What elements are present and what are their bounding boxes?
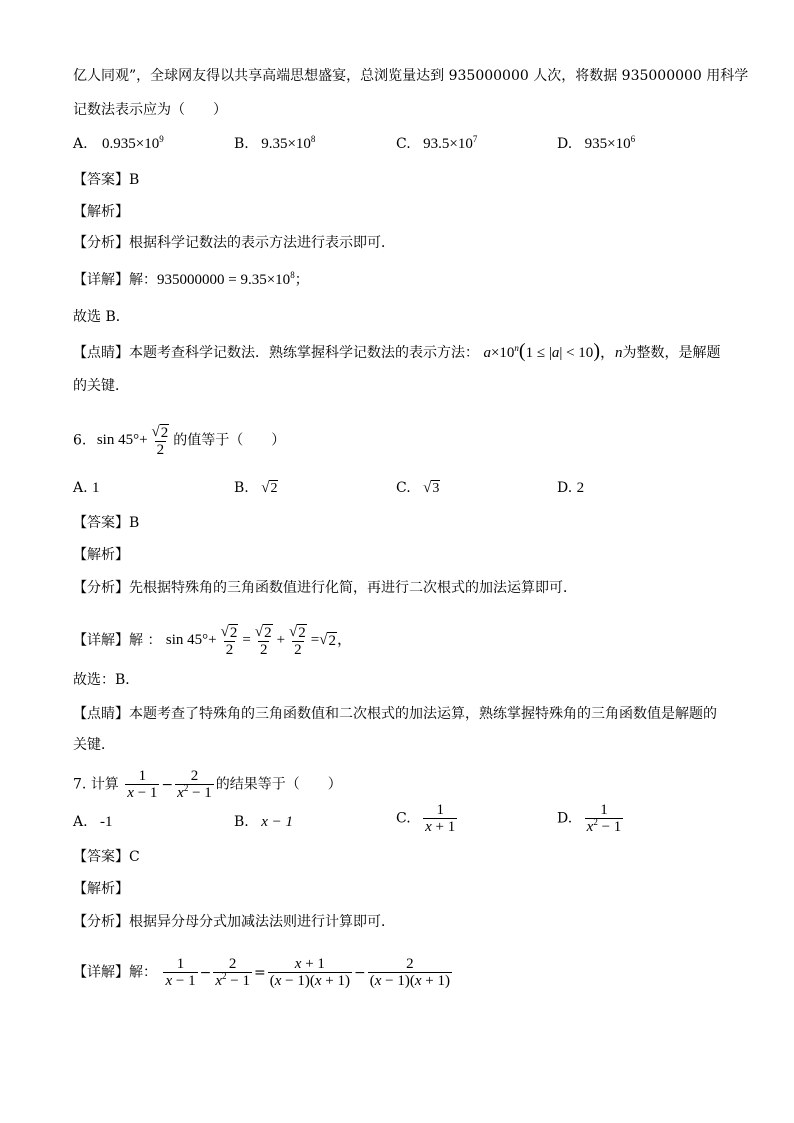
q6-dianjing	[73, 704, 717, 724]
q5-stem-line1: 亿人同观”，全球网友得以共享高端思想盛宴，总浏览量达到 935000000 人次，将数据 935000000 用科学	[73, 68, 749, 84]
option-value: -1	[100, 814, 113, 830]
xiangjie-formula: $935000000 = 9.35\times 10^8$	[157, 270, 295, 288]
option-letter: B.	[234, 480, 249, 496]
q6-option-b	[234, 478, 278, 498]
q6-analysis-tag: 【解析】	[73, 547, 129, 563]
fenxi-text: 根据异分母分式加减法法则进行计算即可．	[129, 914, 395, 930]
fenxi-text: 根据科学记数法的表示方法进行表示即可．	[129, 235, 395, 251]
q6-fenxi	[73, 578, 577, 598]
q5-dianjing-line2: 的关键．	[73, 378, 129, 394]
q7-fenxi	[73, 912, 395, 932]
q6-answer	[73, 513, 139, 533]
xiangjie-tag: 【详解】	[73, 272, 129, 288]
dianjing-text: 本题考查了特殊角的三角函数值和二次根式的加法运算，熟练掌握特殊角的三角函数值是解题的	[129, 706, 717, 722]
q6-option-d	[557, 478, 584, 498]
q6-stem-tail: 的值等于（ ）	[173, 432, 286, 449]
q5-option-d	[557, 134, 635, 154]
q6-xiangjie	[73, 624, 352, 658]
answer-tag: 【答案】	[73, 849, 129, 865]
option-value: x − 1	[261, 814, 293, 830]
dianjing-tag: 【点睛】	[73, 706, 129, 722]
xiangjie-end: ；	[294, 272, 309, 288]
q7-stem-head: 计算	[90, 776, 119, 793]
dianjing-text-2: 为整数，是解题	[622, 345, 721, 361]
q7-answer	[73, 847, 140, 867]
answer-value: B	[129, 515, 140, 531]
option-letter: B.	[234, 136, 249, 152]
option-value: $\frac{1}{x + 1}$	[425, 802, 456, 835]
q7-option-b	[234, 812, 293, 832]
fenxi-text: 先根据特殊角的三角函数值进行化简，再进行二次根式的加法运算即可．	[129, 580, 577, 596]
option-value: $0.935\times 10^9$	[102, 134, 164, 152]
q7-expression: $\frac{1}{x - 1}$ − $\frac{2}{x^2 - 1}$	[127, 768, 212, 801]
option-letter: A.	[73, 814, 88, 830]
q6-xiangjie-formula: sin 45°+ √ 2 2 = √ 2 2 + √ 2 2 = √ 2 ，	[165, 624, 352, 658]
option-value: 1	[92, 480, 100, 496]
option-value: $935\times 10^6$	[584, 134, 636, 152]
answer-value: C	[129, 849, 140, 865]
option-value: $\frac{1}{x^2 - 1}$	[586, 802, 622, 835]
q7-option-c	[396, 802, 459, 835]
option-letter: B.	[234, 814, 249, 830]
xiangjie-tag: 【详解】	[73, 632, 129, 649]
option-value: √ 3	[423, 480, 440, 496]
q6-stem	[73, 424, 285, 458]
option-value: 2	[576, 480, 585, 496]
q5-analysis-tag: 【解析】	[73, 204, 129, 220]
answer-tag: 【答案】	[73, 515, 129, 531]
q7-stem	[73, 768, 342, 801]
option-value: $93.5\times 10^7$	[423, 134, 478, 152]
option-letter: A.	[73, 136, 88, 152]
q7-xiangjie	[73, 956, 454, 989]
q5-answer	[73, 170, 139, 190]
answer-value: B	[129, 172, 140, 188]
q7-analysis-tag: 【解析】	[73, 881, 129, 897]
option-value: $9.35\times 10^8$	[261, 134, 316, 152]
q5-option-b	[234, 134, 315, 154]
answer-tag: 【答案】	[73, 172, 129, 188]
option-letter: C.	[396, 480, 411, 496]
q6-conclusion: 故选：B．	[73, 672, 140, 688]
q7-stem-tail: 的结果等于（ ）	[215, 776, 342, 793]
q6-dianjing-line2: 关键．	[73, 737, 115, 753]
option-letter: D.	[557, 810, 573, 827]
q7-xiangjie-formula: $\frac{1}{x - 1}$ − $\frac{2}{x^2 - 1}$ = $\frac{x + 1}{(x - 1)(x + 1)}$ − $\frac{2}{(x - 1)(x + 1)}$	[165, 956, 450, 989]
option-letter: A.	[73, 480, 88, 496]
q7-option-a	[73, 812, 113, 832]
q7-option-d	[557, 802, 625, 835]
q6-option-c	[396, 478, 440, 498]
q5-option-a	[73, 134, 164, 154]
option-letter: C.	[396, 136, 411, 152]
q6-option-a	[73, 478, 100, 498]
option-value: √ 2	[261, 480, 278, 496]
q5-stem-line2: 记数法表示应为（ ）	[73, 102, 227, 118]
option-letter: D.	[557, 136, 573, 152]
q5-xiangjie	[73, 270, 309, 290]
q5-option-c	[396, 134, 477, 154]
question-number: 6.	[73, 432, 87, 449]
dianjing-text: 本题考查科学记数法．熟练掌握科学记数法的表示方法：	[129, 345, 479, 361]
xiangjie-tag: 【详解】	[73, 964, 129, 981]
q6-expression: sin 45°+ √ 2 2	[96, 424, 169, 458]
fenxi-tag: 【分析】	[73, 580, 129, 596]
dianjing-tag: 【点睛】	[73, 345, 129, 361]
xiangjie-prefix: 解 ：	[129, 632, 162, 649]
q5-conclusion: 故选 B．	[73, 309, 130, 325]
fenxi-tag: 【分析】	[73, 235, 129, 251]
q5-fenxi	[73, 233, 395, 253]
option-letter: C.	[396, 810, 411, 827]
xiangjie-prefix: 解：	[129, 272, 157, 288]
question-number: 7.	[73, 776, 87, 793]
xiangjie-prefix: 解：	[129, 964, 157, 981]
option-letter: D.	[557, 480, 573, 496]
q5-dianjing	[73, 341, 721, 363]
fenxi-tag: 【分析】	[73, 914, 129, 930]
dianjing-formula: $a\times 10^n(1 \le |a| < 10)$，n	[483, 340, 623, 362]
